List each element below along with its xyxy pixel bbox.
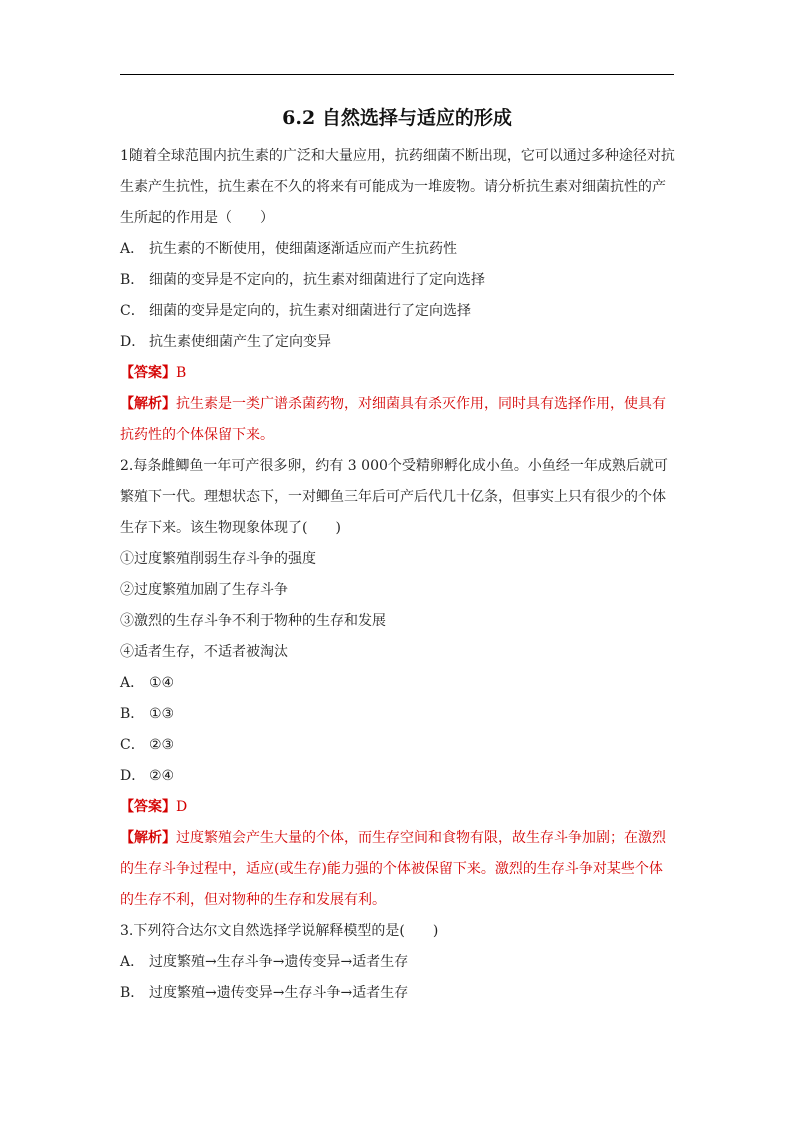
- q1-stem: 1随着全球范围内抗生素的广泛和大量应用，抗药细菌不断出现，它可以通过多种途径对抗生素产生抗性，抗生素在不久的将来有可能成为一堆废物。请分析抗生素对细菌抗性的产生所起的作用是（ ）: [120, 148, 675, 226]
- q2-statement-2: ②过度繁殖加剧了生存斗争: [120, 582, 288, 598]
- q2-statement-4: ④适者生存，不适者被淘汰: [120, 644, 288, 660]
- option-text: 细菌的变异是不定向的，抗生素对细菌进行了定向选择: [149, 272, 485, 288]
- q1-answer: [120, 358, 676, 389]
- option-text: ①④: [149, 675, 175, 691]
- q2-answer: [120, 792, 676, 823]
- option-letter: C．: [120, 303, 145, 319]
- option-text: ②④: [149, 768, 175, 784]
- answer-label: 【答案】: [120, 799, 176, 815]
- option-text: 抗生素的不断使用，使细菌逐渐适应而产生抗药性: [149, 241, 457, 257]
- q3-stem: 3.下列符合达尔文自然选择学说解释模型的是( ): [120, 923, 439, 939]
- option-letter: B．: [120, 272, 145, 288]
- analysis-text: 抗生素是一类广谱杀菌药物，对细菌具有杀灭作用，同时具有选择作用，使具有抗药性的个体保留下来。: [120, 396, 666, 443]
- option-text: 过度繁殖→生存斗争→遗传变异→适者生存: [149, 954, 409, 970]
- analysis-text: 过度繁殖会产生大量的个体，而生存空间和食物有限，故生存斗争加剧；在激烈的生存斗争过程中，适应(或生存)能力强的个体被保留下来。激烈的生存斗争对某些个体的生存不利，但对物种的生存和发展有利。: [120, 830, 666, 908]
- option-letter: A．: [120, 954, 145, 970]
- page-title: 6.2 自然选择与适应的形成: [282, 107, 512, 129]
- q2-statement-3: ③激烈的生存斗争不利于物种的生存和发展: [120, 613, 386, 629]
- q2-statement-1: ①过度繁殖削弱生存斗争的强度: [120, 551, 316, 567]
- option-letter: D．: [120, 334, 146, 350]
- document-body: [120, 141, 676, 1009]
- option-letter: B．: [120, 706, 145, 722]
- answer-value: D: [176, 799, 188, 815]
- answer-label: 【答案】: [120, 365, 176, 381]
- q3-option-b: [120, 978, 676, 1009]
- option-text: ①③: [149, 706, 175, 722]
- option-letter: D．: [120, 768, 146, 784]
- option-text: ②③: [149, 737, 175, 753]
- option-text: 细菌的变异是定向的，抗生素对细菌进行了定向选择: [149, 303, 471, 319]
- q2-analysis: [120, 823, 676, 916]
- q3-option-a: [120, 947, 676, 978]
- q1-option-c: [120, 296, 676, 327]
- option-text: 过度繁殖→遗传变异→生存斗争→适者生存: [149, 985, 409, 1001]
- q1-option-d: [120, 327, 676, 358]
- option-letter: A．: [120, 675, 145, 691]
- q2-option-b: [120, 699, 676, 730]
- q2-option-c: [120, 730, 676, 761]
- option-letter: B．: [120, 985, 145, 1001]
- answer-value: B: [176, 365, 187, 381]
- option-letter: C．: [120, 737, 145, 753]
- q1-analysis: [120, 389, 676, 451]
- q2-option-a: [120, 668, 676, 699]
- option-text: 抗生素使细菌产生了定向变异: [149, 334, 331, 350]
- option-letter: A．: [120, 241, 145, 257]
- q1-option-b: [120, 265, 676, 296]
- analysis-label: 【解析】: [120, 830, 176, 846]
- analysis-label: 【解析】: [120, 396, 176, 412]
- q2-option-d: [120, 761, 676, 792]
- q2-stem: 2.每条雌鲫鱼一年可产很多卵，约有 3 000个受精卵孵化成小鱼。小鱼经一年成熟后就可繁殖下一代。理想状态下，一对鲫鱼三年后可产后代几十亿条，但事实上只有很少的个体生存下来。该生物现象体现了( ): [120, 458, 668, 536]
- q1-option-a: [120, 234, 676, 265]
- header-rule: [120, 74, 674, 75]
